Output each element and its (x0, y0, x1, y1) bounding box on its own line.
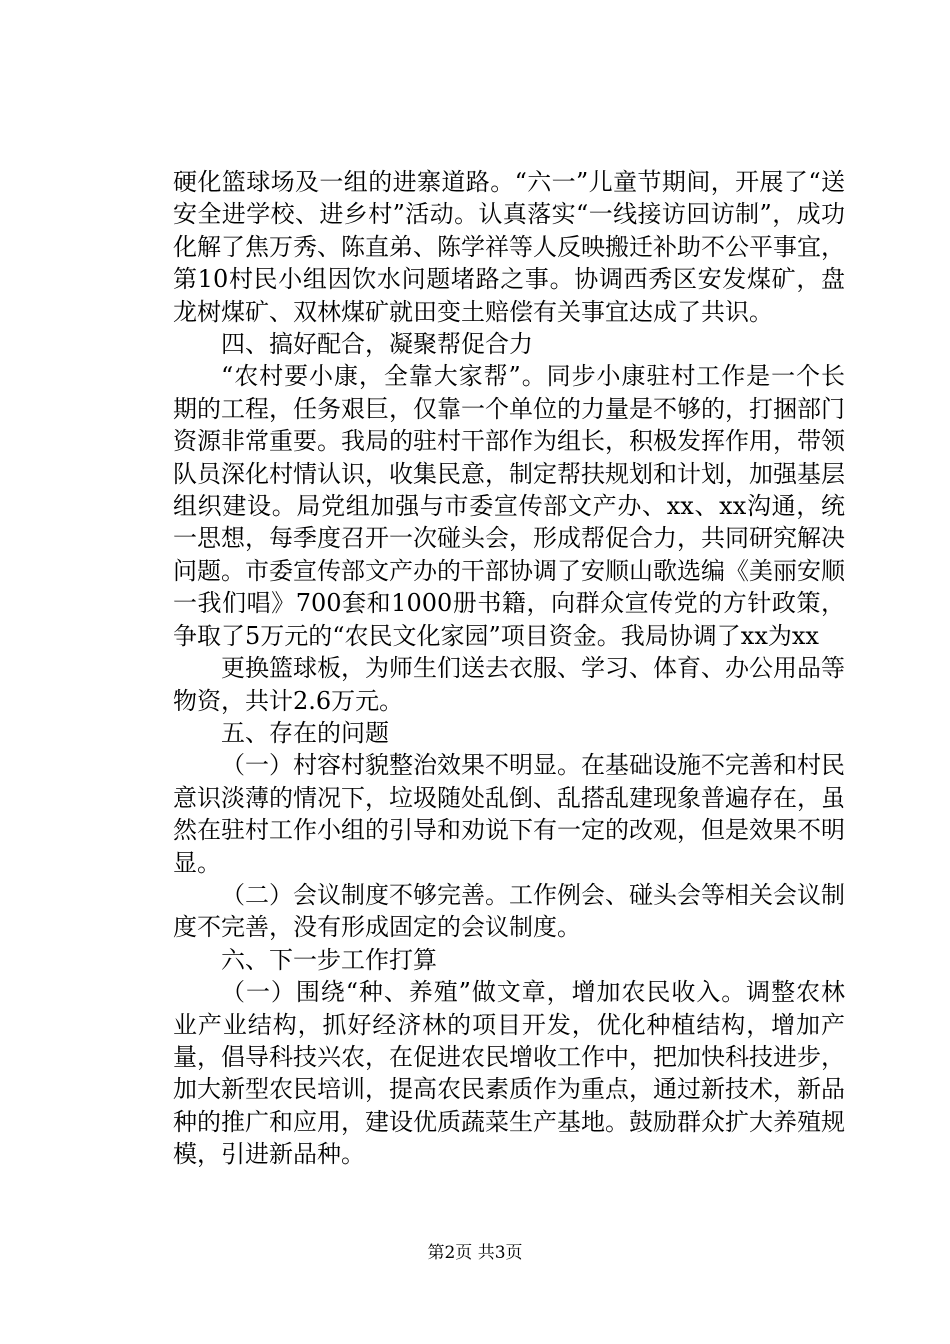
paragraph: “农村要小康，全靠大家帮”。同步小康驻村工作是一个长期的工程，任务艰巨，仅靠一个单位的力量是不够的，打捆部门资源非常重要。我局的驻村干部作为组长，积极发挥作用，带领队员深化村情认识，收集民意，制定帮扶规划和计划，加强基层组织建设。局党组加强与市委宣传部文产办、xx、xx沟通，统一思想，每季度召开一次碰头会，形成帮促合力，共同研究解决问题。市委宣传部文产办的干部协调了安顺山歌选编《美丽安顺一我们唱》700套和1000册书籍，向群众宣传党的方针政策，争取了5万元的“农民文化家园”项目资金。我局协调了xx为xx (173, 362, 845, 650)
section-heading-5: 五、存在的问题 (221, 718, 389, 747)
document-body (173, 166, 845, 1171)
paragraph: （一）村容村貌整治效果不明显。在基础设施不完善和村民意识淡薄的情况下，垃圾随处乱倒、乱搭乱建现象普遍存在，虽然在驻村工作小组的引导和劝说下有一定的改观，但是效果不明显。 (173, 751, 845, 877)
paragraph: （一）围绕“种、养殖”做文章，增加农民收入。调整农林业产业结构，抓好经济林的项目开发，优化种植结构，增加产量，倡导科技兴农，在促进农民增收工作中，把加快科技进步，加大新型农民培训，提高农民素质作为重点，通过新技术，新品种的推广和应用，建设优质蔬菜生产基地。鼓励群众扩大养殖规模，引进新品种。 (173, 978, 845, 1169)
paragraph-continued: 硬化篮球场及一组的进寨道路。“六一”儿童节期间，开展了“送安全进学校、进乡村”活动。认真落实“一线接访回访制”，成功化解了焦万秀、陈直弟、陈学祥等人反映搬迁补助不公平事宜，第10村民小组因饮水问题堵路之事。协调西秀区安发煤矿，盘龙树煤矿、双林煤矿就田变土赔偿有关事宜达成了共识。 (173, 168, 845, 326)
paragraph: 更换篮球板，为师生们送去衣服、学习、体育、办公用品等物资，共计2.6万元。 (173, 654, 845, 715)
paragraph: （二）会议制度不够完善。工作例会、碰头会等相关会议制度不完善，没有形成固定的会议制度。 (173, 880, 845, 942)
section-heading-6: 六、下一步工作打算 (221, 945, 437, 974)
page-number-footer: 第2页 共3页 (427, 1243, 523, 1263)
section-heading-4: 四、搞好配合，凝聚帮促合力 (221, 330, 533, 359)
